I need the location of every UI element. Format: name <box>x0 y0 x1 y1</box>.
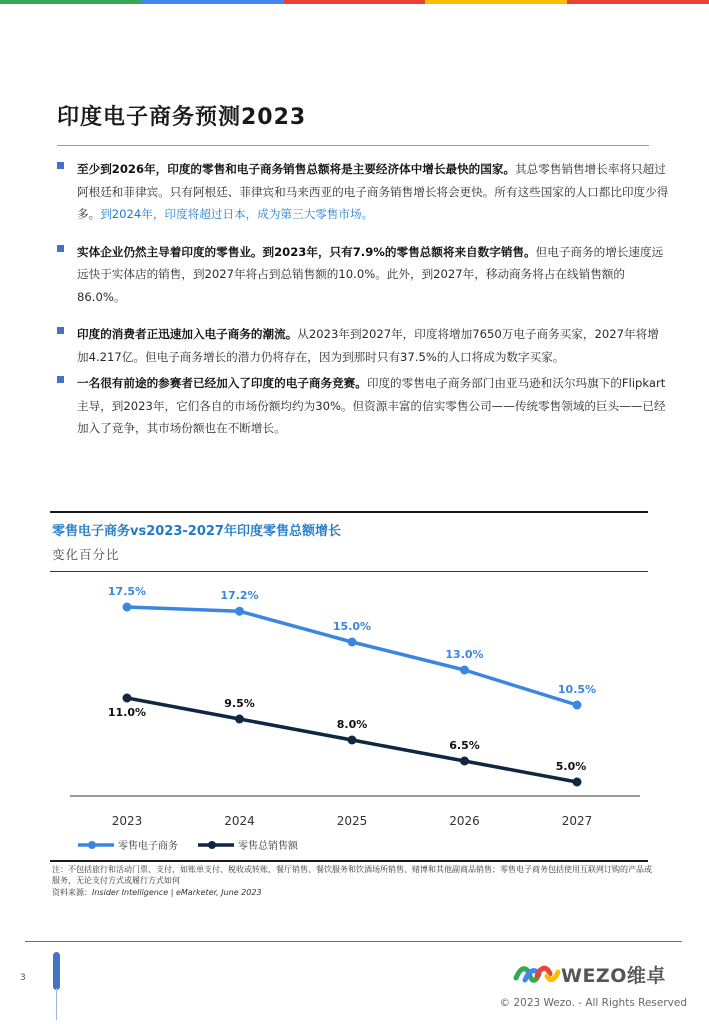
legend-label: 零售电子商务 <box>118 841 178 852</box>
logo-text: WEZO维卓 <box>561 964 666 987</box>
bullet-square-icon <box>57 162 64 169</box>
bullet-lead: 实体企业仍然主导着印度的零售业。到2023年，只有7.9%的零售总额将来自数字销售。 <box>77 244 536 259</box>
chart-bottom-divider <box>50 860 648 862</box>
top-color-bar <box>0 0 709 4</box>
legend-swatch-dot <box>88 841 96 849</box>
source-label: 资料来源： <box>52 888 92 897</box>
chart-title: 零售电子商务vs2023-2027年印度零售总额增长 <box>52 524 341 539</box>
top-bar-segment <box>142 0 284 4</box>
list-item <box>57 158 669 226</box>
brand-logo <box>513 960 666 988</box>
data-point <box>123 694 132 703</box>
bullet-lead: 一名很有前途的参赛者已经加入了印度的电子商务竞赛。 <box>77 376 367 390</box>
data-point <box>573 778 582 787</box>
bullet-body: 但电子商务的增长速度远远快于实体店的销售，到2027年将占到总销售额的10.0%。此外，到2027年，移动商务将占在线销售额的86.0%。 <box>77 244 664 304</box>
data-label: 17.5% <box>107 585 147 598</box>
bullet-highlight: 到2024年，印度将超过日本，成为第三大零售市场。 <box>100 207 374 221</box>
line-chart <box>50 572 648 860</box>
bullet-lead: 至少到2026年，印度的零售和电子商务销售总额将是主要经济体中增长最快的国家。 <box>77 162 516 176</box>
data-point <box>235 607 244 616</box>
data-point <box>573 701 582 710</box>
bullet-body: 从2023年到2027年，印度将增加7650万电子商务买家，2027年将增加4.217亿。但电子商务增长的潜力仍将存在，因为到那时只有37.5%的人口将成为数字买家。 <box>77 327 659 364</box>
data-point <box>348 638 357 647</box>
data-point <box>460 666 469 675</box>
data-label: 11.0% <box>107 706 147 719</box>
chart-note: 注：不包括旅行和活动门票、支付，如账单支付、税收或转账、餐厅销售、餐饮服务和饮酒场所销售、赌博和其他副商品销售；零售电子商务包括使用互联网订购的产品或服务，无论支付方式或履行方式如何 <box>52 865 652 885</box>
data-label: 17.2% <box>220 589 259 603</box>
wezo-logo-icon <box>513 960 561 988</box>
page-accent-marker <box>53 952 60 1020</box>
chart-subtitle: 变化百分比 <box>52 547 120 562</box>
list-item <box>57 372 669 440</box>
chart-source <box>52 887 262 898</box>
data-label: 10.5% <box>557 683 597 696</box>
bullet-body: 其总零售销售增长率将只超过阿根廷和菲律宾。只有阿根廷、菲律宾和马来西亚的电子商务销售增长将会更快。所有这些国家的人口都比印度少得多。 <box>77 162 669 221</box>
chart-top-divider <box>50 511 648 513</box>
data-label: 8.0% <box>336 718 368 731</box>
top-bar-segment <box>567 0 709 4</box>
x-tick-label: 2023 <box>111 814 143 828</box>
list-item <box>57 241 669 309</box>
legend-swatch-dot <box>208 841 216 849</box>
copyright-text: © 2023 Wezo. - All Rights Reserved <box>499 997 687 1009</box>
data-label: 9.5% <box>224 697 255 710</box>
x-tick-label: 2027 <box>561 814 593 828</box>
data-point <box>348 736 357 745</box>
bullet-square-icon <box>57 327 64 334</box>
bullet-list <box>57 158 669 440</box>
data-label: 6.5% <box>449 739 480 752</box>
top-bar-segment <box>425 0 567 4</box>
x-tick-label: 2026 <box>449 814 480 828</box>
bullet-body: 印度的零售电子商务部门由亚马逊和沃尔玛旗下的Flipkart主导，到2023年，它们各自的市场份额均约为30%。但资源丰富的信实零售公司——传统零售领域的巨头——已经加入了竞争，其市场份额也在不断增长。 <box>77 376 666 435</box>
x-tick-label: 2025 <box>336 814 368 828</box>
page-title: 印度电子商务预测2023 <box>57 105 307 130</box>
footer-divider <box>25 941 682 942</box>
bullet-square-icon <box>57 245 64 252</box>
bullet-square-icon <box>57 376 64 383</box>
data-label: 13.0% <box>445 648 484 661</box>
top-bar-segment <box>0 0 142 4</box>
data-point <box>235 715 244 724</box>
list-item <box>57 323 669 368</box>
top-bar-segment <box>284 0 426 4</box>
data-label: 5.0% <box>555 760 587 773</box>
data-point <box>460 757 469 766</box>
bullet-lead: 印度的消费者正迅速加入电子商务的潮流。 <box>77 327 298 341</box>
page-number: 3 <box>20 973 26 983</box>
data-point <box>123 603 132 612</box>
data-label: 15.0% <box>332 620 372 633</box>
x-tick-label: 2024 <box>224 814 255 828</box>
source-text: Insider Intelligence | eMarketer, June 2023 <box>92 888 262 897</box>
legend-label: 零售总销售额 <box>238 841 298 852</box>
title-divider <box>57 145 649 146</box>
